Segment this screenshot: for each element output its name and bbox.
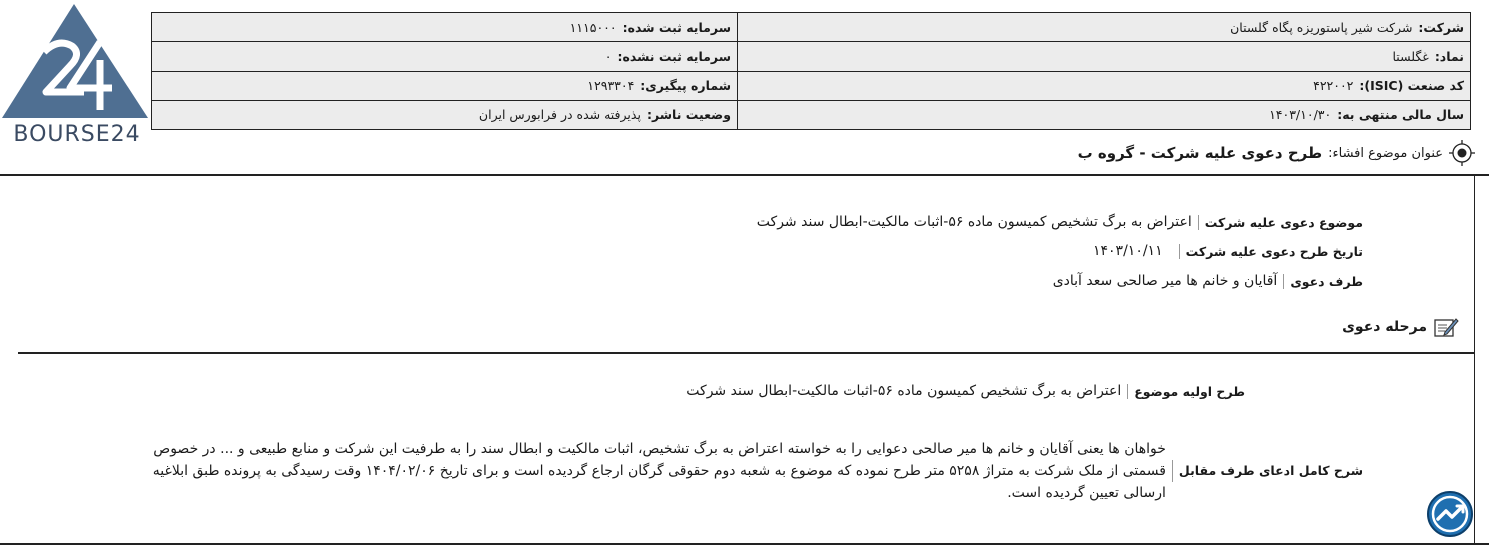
divider: [0, 174, 1489, 176]
company-label: شرکت:: [1418, 19, 1464, 35]
subject-label: عنوان موضوع افشاء:: [1328, 145, 1443, 161]
info-row: [152, 100, 1471, 129]
registered-capital-cell: [152, 13, 738, 42]
status-cell: [152, 100, 738, 129]
info-row: [152, 13, 1471, 42]
status-label: وضعیت ناشر:: [646, 107, 731, 123]
stage-title: مرحله دعوی: [1342, 319, 1427, 335]
subject-title: طرح دعوی علیه شرکت - گروه ب: [1077, 144, 1323, 162]
party-label: طرف دعوی: [1283, 274, 1363, 289]
date-row: [1093, 243, 1363, 259]
registered-capital-value: ۱۱۱۵۰۰۰: [569, 19, 617, 35]
tracking-value: ۱۲۹۳۳۰۴: [587, 78, 635, 94]
date-value: ۱۴۰۳/۱۰/۱۱: [1093, 243, 1163, 259]
party-row: [1053, 273, 1363, 289]
topic-label: موضوع دعوی علیه شرکت: [1198, 215, 1363, 230]
company-info-table: [151, 12, 1471, 130]
topic-value: اعتراض به برگ تشخیص کمیسون ماده ۵۶-اثبات مالکیت-ابطال سند شرکت: [756, 214, 1192, 230]
unregistered-capital-value: ۰: [604, 48, 612, 64]
info-row: [152, 42, 1471, 71]
company-value: شرکت شیر پاستوریزه پگاه گلستان: [1230, 19, 1413, 35]
date-label: تاریخ طرح دعوی علیه شرکت: [1179, 244, 1363, 259]
claim-label: شرح کامل ادعای طرف مقابل: [1172, 460, 1363, 482]
divider: [18, 352, 1474, 354]
status-value: پذیرفته شده در فرابورس ایران: [478, 107, 641, 123]
party-value: آقایان و خانم ها میر صالحی سعد آبادی: [1052, 273, 1278, 289]
isic-label: کد صنعت (ISIC):: [1359, 78, 1464, 94]
initial-value: اعتراض به برگ تشخیص کمیسون ماده ۵۶-اثبات مالکیت-ابطال سند شرکت: [686, 383, 1122, 399]
isic-value: ۴۲۲۰۰۲: [1313, 78, 1354, 94]
initial-label: طرح اولیه موضوع: [1127, 384, 1245, 399]
registered-capital-label: سرمایه ثبت شده:: [622, 19, 731, 35]
isic-cell: [738, 71, 1471, 100]
claim-value: خواهان ها یعنی آقایان و خانم ها میر صالحی دعوایی را به خواسته اعتراض به برگ تشخیص، اثبات مالکیت و ابطال سند را به طرفیت این شرکت و منابع طبیعی و ... در خصوص قسمتی از ملک شرکت به متراژ ۵۲۵۸ متر طرح نموده که موضوع به شعبه دوم حقوقی گرگان ارجاع گردیده است و برای تاریخ ۱۴۰۴/۰۲/۰۶ وقت رسیدگی به پرونده طبق ابلاغیه ارسالی تعیین گردیده است.: [152, 441, 1166, 501]
fiscal-value: ۱۴۰۳/۱۰/۳۰: [1269, 107, 1332, 123]
target-icon: [1449, 140, 1475, 166]
edit-note-icon: [1433, 316, 1459, 338]
unregistered-capital-cell: [152, 42, 738, 71]
symbol-cell: [738, 42, 1471, 71]
fiscal-label: سال مالی منتهی به:: [1337, 107, 1464, 123]
divider: [0, 543, 1489, 545]
symbol-value: غگلستا: [1392, 48, 1429, 64]
company-cell: [738, 13, 1471, 42]
fiscal-cell: [738, 100, 1471, 129]
disclosure-subject: [1078, 140, 1475, 166]
stage-heading: [1342, 316, 1459, 338]
logo-text: BOURSE24: [13, 122, 141, 147]
bourse24-logo: [0, 0, 152, 150]
chart-trend-icon[interactable]: [1426, 490, 1474, 538]
symbol-label: نماد:: [1434, 48, 1464, 64]
initial-row: [686, 383, 1245, 399]
unregistered-capital-label: سرمایه ثبت نشده:: [617, 48, 731, 64]
topic-row: [757, 214, 1363, 230]
claim-row: [123, 438, 1363, 504]
info-row: [152, 71, 1471, 100]
tracking-label: شماره پیگیری:: [640, 78, 731, 94]
tracking-cell: [152, 71, 738, 100]
logo-mark-icon: [0, 0, 152, 125]
